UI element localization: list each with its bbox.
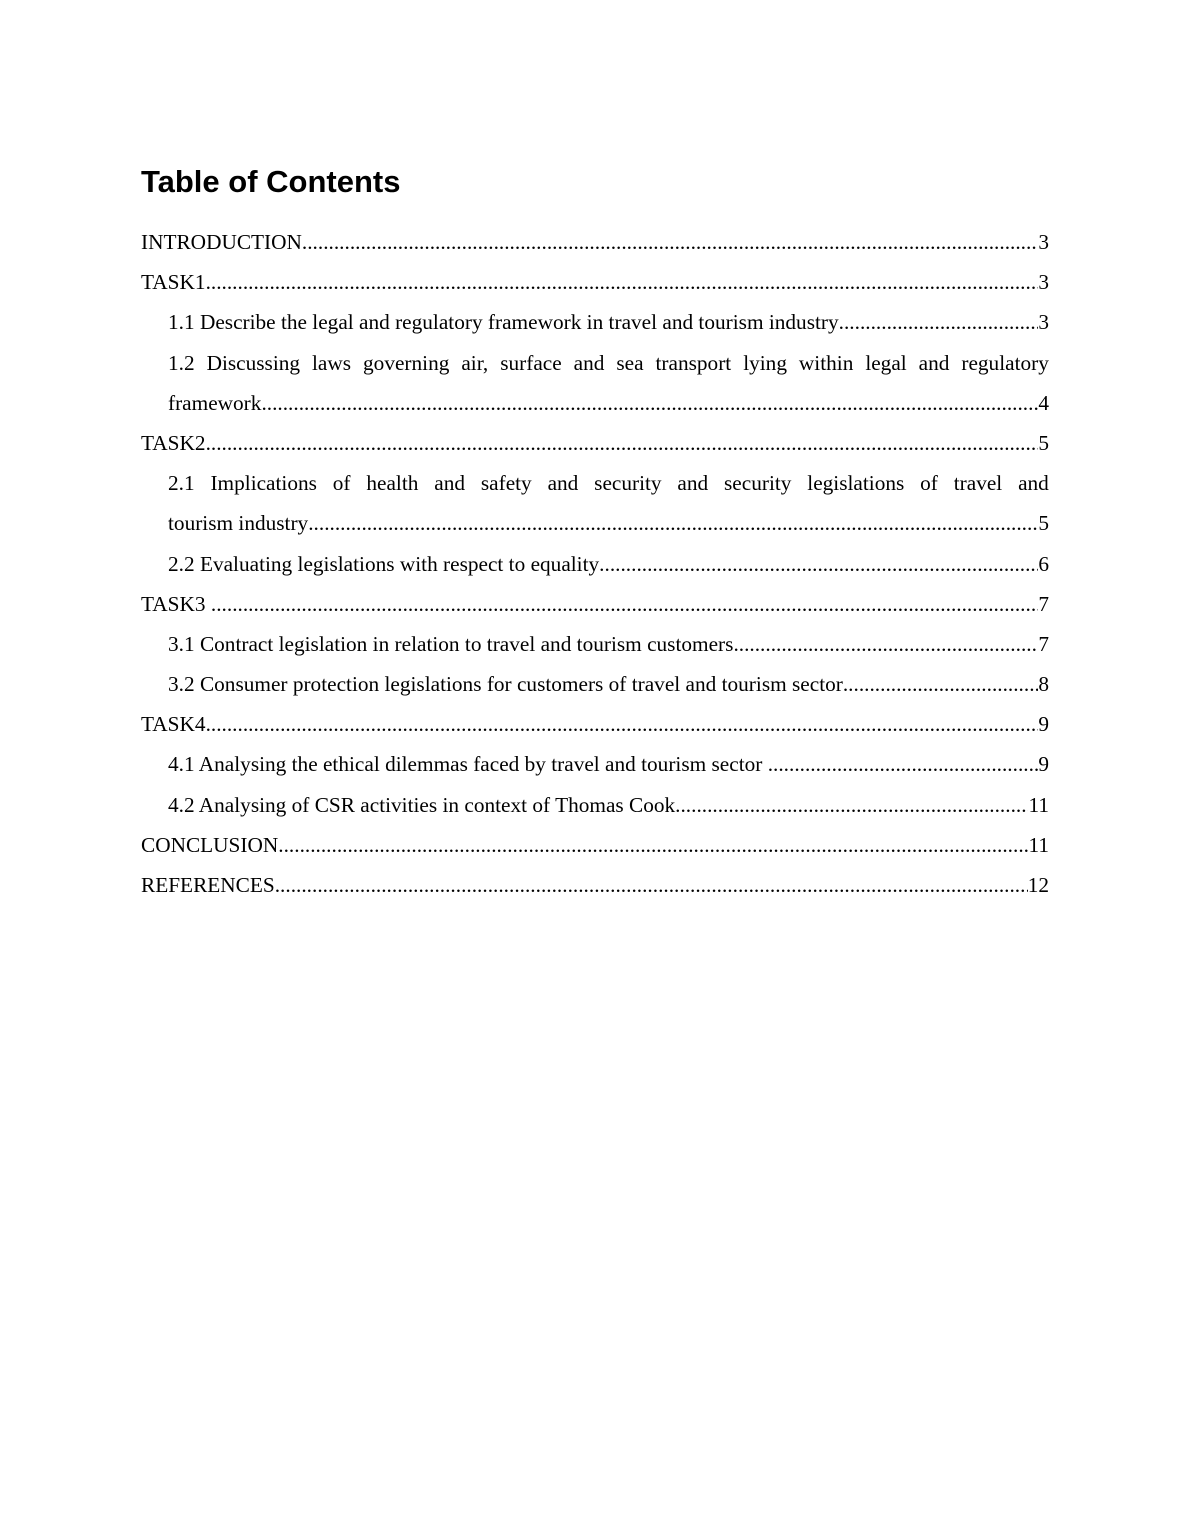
toc-entry-references[interactable]	[141, 865, 1049, 905]
toc-entry-page: 6	[1038, 551, 1049, 576]
toc-entry-label-line1	[168, 463, 1049, 503]
toc-entry-word: sea	[616, 350, 644, 375]
dot-leader	[733, 624, 1038, 664]
toc-entry-label: INTRODUCTION	[141, 230, 302, 254]
toc-entry-task3[interactable]	[141, 584, 1049, 624]
toc-entry-conclusion[interactable]	[141, 825, 1049, 865]
toc-entry-1-1[interactable]	[168, 302, 1049, 342]
toc-entry-word: and	[677, 471, 709, 496]
toc-entry-word: safety	[480, 471, 532, 496]
toc-entry-page: 9	[1038, 752, 1049, 777]
toc-entry-3-2[interactable]	[168, 664, 1049, 704]
toc-entry-page: 3	[1038, 270, 1049, 295]
toc-entry-label: 2.2 Evaluating legislations with respect to equality	[168, 551, 600, 576]
toc-entry-word: Implications	[210, 471, 317, 496]
toc-entry-word: 1.2	[168, 350, 195, 375]
toc-entry-word: laws	[312, 350, 352, 375]
toc-entry-word: surface	[500, 350, 562, 375]
toc-entry-word: 2.1	[168, 471, 195, 496]
toc-entry-task1[interactable]	[141, 262, 1049, 302]
dot-leader	[206, 423, 1039, 463]
toc-entry-word: governing	[363, 350, 450, 375]
toc-entry-label: TASK2	[141, 430, 206, 455]
toc-entry-page: 11	[1028, 832, 1049, 857]
toc-entry-label: CONCLUSION	[141, 832, 279, 857]
toc-entry-page: 4	[1038, 390, 1049, 415]
toc-entry-page: 11	[1028, 792, 1049, 817]
toc-entry-label-line1	[168, 343, 1049, 383]
dot-leader	[839, 302, 1039, 342]
toc-entry-label: TASK4	[141, 712, 206, 737]
toc-entry-word: legislations	[807, 471, 905, 496]
toc-entry-page: 9	[1038, 712, 1049, 737]
toc-entry-page: 12	[1027, 873, 1049, 897]
toc-entry-3-1[interactable]	[168, 624, 1049, 664]
toc-entry-word: within	[798, 350, 854, 375]
toc-entry-word: and	[547, 471, 579, 496]
table-of-contents	[141, 222, 1049, 905]
toc-entry-word: travel	[953, 471, 1003, 496]
toc-entry-label: TASK3	[141, 591, 211, 616]
toc-entry-word: regulatory	[961, 350, 1049, 375]
toc-entry-word: air,	[461, 350, 489, 375]
dot-leader	[308, 503, 1038, 543]
dot-leader	[211, 584, 1038, 624]
toc-title: Table of Contents	[141, 164, 401, 199]
toc-entry-label: 4.1 Analysing the ethical dilemmas faced by travel and tourism sector	[168, 752, 768, 777]
toc-entry-word: of	[332, 471, 351, 496]
toc-entry-2-1[interactable]	[168, 463, 1049, 543]
toc-entry-label: 3.1 Contract legislation in relation to travel and tourism customers	[168, 631, 734, 656]
toc-entry-word: and	[1018, 471, 1049, 496]
toc-entry-label: REFERENCES	[141, 873, 275, 897]
toc-entry-word: Discussing	[206, 350, 301, 375]
toc-entry-page: 5	[1038, 511, 1049, 536]
dot-leader	[275, 865, 1028, 905]
toc-entry-task4[interactable]	[141, 704, 1049, 744]
toc-entry-4-2[interactable]	[168, 785, 1049, 825]
toc-entry-2-2[interactable]	[168, 544, 1049, 584]
toc-entry-word: security	[594, 471, 662, 496]
dot-leader	[278, 825, 1028, 865]
toc-entry-label-line2: tourism industry	[168, 511, 309, 536]
toc-entry-label: TASK1	[141, 270, 206, 295]
toc-entry-word: health	[366, 471, 419, 496]
toc-entry-label-line2: framework	[168, 390, 262, 415]
toc-entry-page: 8	[1038, 672, 1049, 697]
dot-leader	[599, 544, 1038, 584]
toc-entry-word: security	[724, 471, 792, 496]
dot-leader	[206, 262, 1039, 302]
toc-entry-label: 1.1 Describe the legal and regulatory framework in travel and tourism industry	[168, 310, 839, 335]
dot-leader	[843, 664, 1038, 704]
toc-entry-task2[interactable]	[141, 423, 1049, 463]
toc-entry-page: 5	[1038, 430, 1049, 455]
dot-leader	[261, 383, 1038, 423]
toc-entry-introduction[interactable]	[141, 222, 1049, 262]
toc-entry-page: 7	[1038, 631, 1049, 656]
toc-entry-word: transport	[655, 350, 732, 375]
toc-entry-word: and	[434, 471, 466, 496]
toc-entry-word: legal	[865, 350, 907, 375]
toc-entry-page: 3	[1038, 310, 1049, 335]
toc-entry-word: and	[573, 350, 605, 375]
toc-entry-page: 7	[1038, 591, 1049, 616]
toc-entry-word: and	[918, 350, 950, 375]
toc-entry-word: lying	[743, 350, 787, 375]
toc-entry-1-2[interactable]	[168, 343, 1049, 423]
dot-leader	[675, 785, 1028, 825]
dot-leader	[302, 222, 1038, 262]
toc-entry-4-1[interactable]	[168, 744, 1049, 784]
toc-entry-page: 3	[1038, 230, 1049, 254]
dot-leader	[206, 704, 1039, 744]
toc-entry-label: 4.2 Analysing of CSR activities in context of Thomas Cook	[168, 792, 676, 817]
dot-leader	[768, 744, 1039, 784]
toc-entry-label: 3.2 Consumer protection legislations for customers of travel and tourism sector	[168, 672, 843, 697]
toc-entry-word: of	[920, 471, 938, 496]
